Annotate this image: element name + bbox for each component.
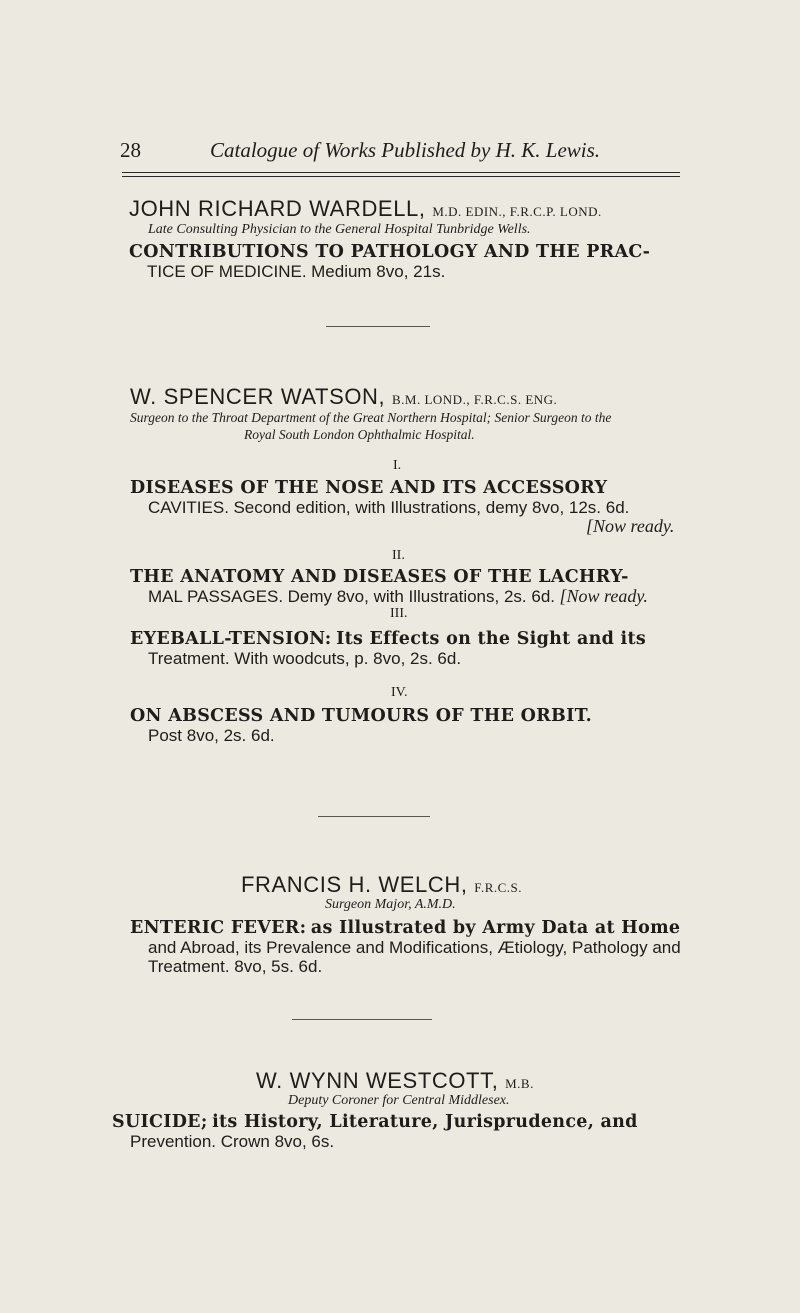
author-degrees: B.M. LOND., F.R.C.S. ENG. (391, 392, 558, 407)
work-subtitle: as Illustrated by Army Data at Home (310, 918, 681, 938)
section-divider (292, 1019, 432, 1020)
work-title-cont: TICE OF MEDICINE. (147, 262, 307, 281)
author-name: JOHN RICHARD WARDELL, (129, 196, 426, 221)
work-title: ENTERIC FEVER: (130, 918, 307, 938)
section-divider (326, 326, 430, 327)
author-description: Late Consulting Physician to the General Hospital Tunbridge Wells. (148, 222, 531, 237)
work-title-cont: MAL PASSAGES. (148, 587, 284, 606)
work-title: CONTRIBUTIONS TO PATHOLOGY AND THE PRAC- (129, 242, 651, 262)
running-title: Catalogue of Works Published by H. K. Lewis. (210, 138, 601, 162)
work-entry (130, 567, 690, 606)
author-degrees: F.R.C.S. (474, 880, 523, 895)
author-name: FRANCIS H. WELCH, (241, 872, 468, 897)
work-numeral: III. (390, 606, 408, 621)
work-numeral: I. (393, 458, 402, 473)
page-number: 28 (120, 138, 141, 162)
work-numeral: II. (392, 548, 405, 563)
work-entry (130, 629, 690, 668)
work-subtitle: its History, Literature, Jurisprudence, and (212, 1112, 638, 1132)
work-title: THE ANATOMY AND DISEASES OF THE LACHRY- (130, 567, 629, 587)
work-details: Second edition, with Illustrations, demy 8vo, 12s. 6d. (233, 498, 630, 517)
author-degrees: M.D. EDIN., F.R.C.P. LOND. (432, 204, 602, 219)
author-name: W. WYNN WESTCOTT, (256, 1068, 499, 1093)
work-title-cont: CAVITIES. (148, 498, 229, 517)
work-status: [Now ready. (586, 516, 675, 536)
work-details: and Abroad, its Prevalence and Modifications, Ætiology, Pathology and (148, 938, 681, 957)
work-details: Medium 8vo, 21s. (311, 262, 446, 281)
author-welch (241, 872, 522, 898)
work-details: Post 8vo, 2s. 6d. (148, 726, 275, 745)
work-title: SUICIDE; (112, 1112, 208, 1132)
work-subtitle: Its Effects on the Sight and its (336, 629, 647, 649)
author-wardell (129, 196, 602, 222)
page-header (120, 138, 690, 168)
work-numeral: IV. (391, 685, 408, 700)
header-rule-double (122, 176, 680, 177)
author-name: W. SPENCER WATSON, (130, 384, 386, 409)
author-degrees: M.B. (505, 1076, 534, 1091)
work-entry (129, 242, 689, 281)
header-rule (122, 172, 680, 173)
work-details: Treatment. With woodcuts, p. 8vo, 2s. 6d. (148, 649, 462, 668)
work-title: DISEASES OF THE NOSE AND ITS ACCESSORY (130, 478, 608, 498)
work-details-cont: Treatment. 8vo, 5s. 6d. (148, 957, 323, 976)
work-status: [Now ready. (559, 586, 648, 606)
work-entry (130, 706, 690, 745)
author-description-cont: Royal South London Ophthalmic Hospital. (244, 427, 475, 442)
author-description: Deputy Coroner for Central Middlesex. (288, 1093, 510, 1108)
author-westcott (256, 1068, 534, 1094)
work-details: Prevention. Crown 8vo, 6s. (130, 1132, 335, 1151)
section-divider (318, 816, 430, 817)
author-description: Surgeon to the Throat Department of the Great Northern Hospital; Senior Surgeon to the (130, 410, 612, 425)
work-entry (112, 1112, 702, 1151)
author-description: Surgeon Major, A.M.D. (325, 897, 456, 912)
work-title: EYEBALL-TENSION: (130, 629, 332, 649)
work-entry (130, 918, 700, 976)
author-watson (130, 384, 557, 410)
work-title: ON ABSCESS AND TUMOURS OF THE ORBIT. (130, 706, 593, 726)
work-details: Demy 8vo, with Illustrations, 2s. 6d. (287, 587, 555, 606)
work-entry (130, 478, 690, 517)
